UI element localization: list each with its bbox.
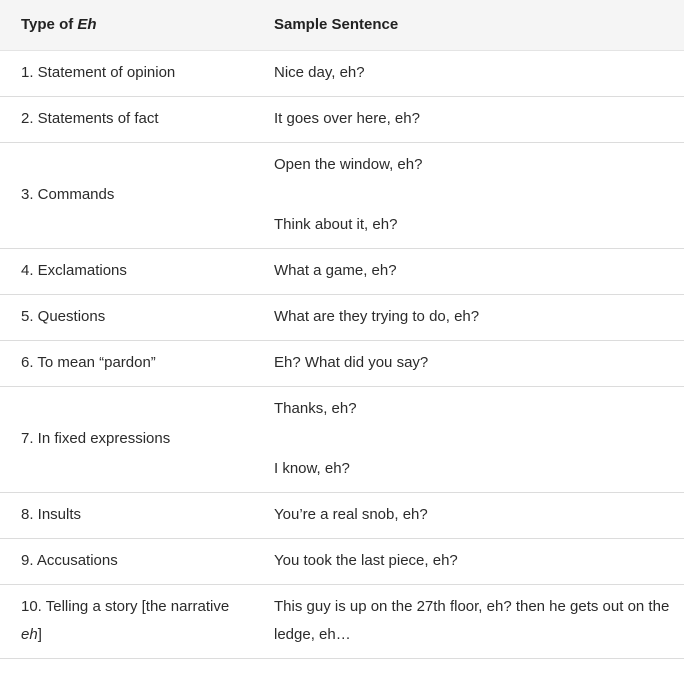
table-row [0,538,684,584]
sample-cell: This guy is up on the 27th floor, eh? then he gets out on the ledge, eh… [274,598,670,643]
type-cell: 7. In fixed expressions [21,430,171,447]
type-cell: 9. Accusations [21,552,118,569]
header-type-of-eh: Type of Eh [0,0,254,50]
sample-line: Thanks, eh? [274,400,357,417]
table-row [0,492,684,538]
table-row [0,50,684,96]
table-row [0,248,684,294]
sample-cell: Eh? What did you say? [274,354,429,371]
table-row [0,294,684,340]
table-row [0,96,684,142]
sample-cell: It goes over here, eh? [274,110,420,127]
sample-cell: You took the last piece, eh? [274,552,458,569]
table-row [0,340,684,386]
type-cell: 3. Commands [21,186,115,203]
table-row [0,386,684,492]
sample-line: Open the window, eh? [274,156,423,173]
sample-line: Think about it, eh? [274,216,398,233]
type-cell: 10. Telling a story [the narrative eh] [21,598,230,643]
header-sample-sentence: Sample Sentence [254,0,684,50]
sample-line: I know, eh? [274,460,350,477]
table-row [0,142,684,248]
sample-cell [254,386,684,492]
type-cell: 5. Questions [21,308,106,325]
sample-cell: Nice day, eh? [274,64,365,81]
table-row [0,584,684,658]
type-cell: 8. Insults [21,506,82,523]
type-cell: 6. To mean “pardon” [21,354,156,371]
sample-cell: You’re a real snob, eh? [274,506,428,523]
type-cell: 1. Statement of opinion [21,64,176,81]
type-cell: 2. Statements of fact [21,110,159,127]
sample-cell [254,142,684,248]
type-cell: 4. Exclamations [21,262,127,279]
table-header-row [0,0,684,50]
sample-cell: What are they trying to do, eh? [274,308,480,325]
sample-cell: What a game, eh? [274,262,397,279]
